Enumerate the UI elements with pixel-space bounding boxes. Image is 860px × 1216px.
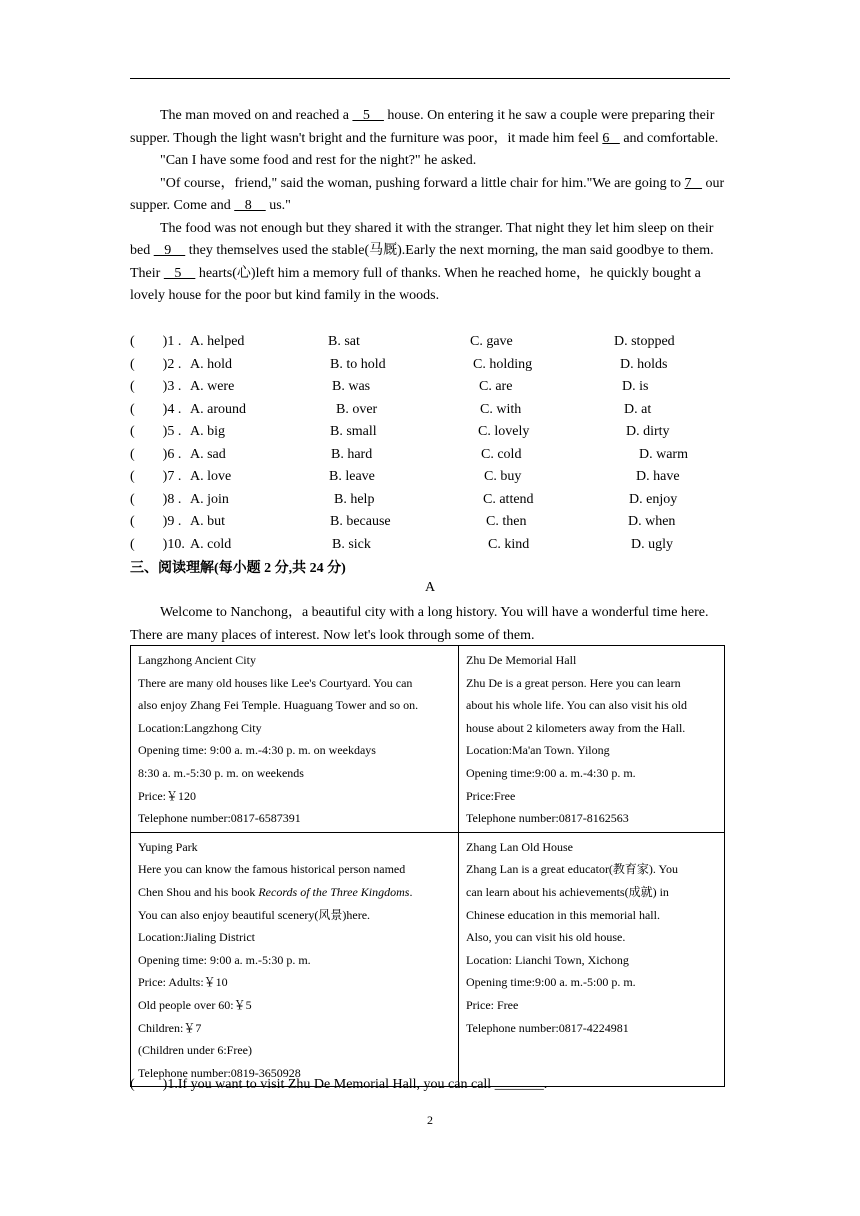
blank-10: 5 xyxy=(163,265,196,281)
blank-6: 6 xyxy=(602,130,620,146)
option-row: ( )7 . A. love B. leave C. buy D. have xyxy=(130,469,680,484)
blank-5: 5 xyxy=(352,108,384,123)
section-title: 三、阅读理解(每小题 2 分,共 24 分) xyxy=(130,561,346,576)
place-name: Zhu De Memorial Hall xyxy=(466,653,577,667)
cloze-passage xyxy=(130,105,730,308)
cloze-options xyxy=(130,331,730,556)
option-row: ( )8 . A. join B. help C. attend D. enjoy xyxy=(130,491,678,507)
option-row: ( )4 . A. around B. over C. with D. at xyxy=(130,401,652,417)
table-row xyxy=(131,832,725,1087)
table-row xyxy=(131,646,725,833)
blank-7: 7 xyxy=(684,175,703,191)
place-name: Langzhong Ancient City xyxy=(138,653,256,667)
reading-label: A xyxy=(424,580,436,595)
option-row: ( )1 . A. helped B. sat C. gave D. stopped xyxy=(130,334,675,349)
place-cell-zhude: Zhu De Memorial Hall Zhu De is a great person. Here you can learn about his whole life. You can also visit his old house about 2 kilometers away from the Hall. Location:Ma'an Town. Yilong Opening time:9:00 a. m.-4:30 p. m. Price:Free Telephone number:0817-8162563 xyxy=(459,646,725,833)
place-cell-langzhong: Langzhong Ancient City There are many old houses like Lee's Courtyard. You can also enjoy Zhang Fei Temple. Huaguang Tower and so on. Location:Langzhong City Opening time: 9:00 a. m.-4:30 p. m. on weekdays 8:30 a. m.-5:30 p. m. on weekends Price:￥120 Telephone number:0817-6587391 xyxy=(131,646,459,833)
reading-intro: Welcome to Nanchong，a beautiful city with a long history. You will have a wonderful time here. There are many places of interest. Now let's look through some of them. xyxy=(130,605,709,643)
question-1: ( )1.If you want to visit Zhu De Memorial Hall, you can call _______. xyxy=(130,1077,548,1092)
option-row: ( )2 . A. hold B. to hold C. holding D. holds xyxy=(130,356,668,372)
place-cell-zhanglan: Zhang Lan Old House Zhang Lan is a great educator(教育家). You can learn about his achievements(成就) in Chinese education in this memorial hall. Also, you can visit his old house. Location: Lianchi Town, Xichong Opening time:9:00 a. m.-5:00 p. m. Price: Free Telephone number:0817-4224981 xyxy=(459,832,725,1087)
header-rule xyxy=(130,78,730,79)
passage-paragraph-2: "Can I have some food and rest for the night?" he asked. xyxy=(160,153,477,168)
page-number: 2 xyxy=(427,1113,433,1127)
passage-paragraph-1: The man moved on and reached a 5 house. On entering it he saw a couple were preparing their supper. Though the light wasn't bright and the furniture was poor，it made him feel 6 and comfortable. xyxy=(130,108,719,146)
passage-paragraph-4: The food was not enough but they shared it with the stranger. That night they let him sleep on their bed 9 they themselves used the stable(马厩).Early the next morning, the man said goodbye to them. Their 5 hearts(心)left him a memory full of thanks. When he reached home，he quickly bought a lovely house for the poor but kind family in the woods. xyxy=(130,220,714,303)
option-row: ( )5 . A. big B. small C. lovely D. dirty xyxy=(130,424,670,439)
option-row: ( )3 . A. were B. was C. are D. is xyxy=(130,379,649,394)
passage-paragraph-3: "Of course，friend," said the woman, pushing forward a little chair for him."We are going to 7 our supper. Come and 8 us." xyxy=(130,175,725,213)
place-cell-yuping: Yuping Park Here you can know the famous historical person named Chen Shou and his book Records of the Three Kingdoms. You can also enjoy beautiful scenery(风景)here. Location:Jialing District Opening time: 9:00 a. m.-5:30 p. m. Price: Adults:￥10 Old people over 60:￥5 Children:￥7 (Children under 6:Free) Telephone number:0819-3650928 xyxy=(131,832,459,1087)
answer-blank: _______ xyxy=(494,1077,544,1092)
blank-9: 9 xyxy=(153,243,186,258)
blank-8: 8 xyxy=(234,198,266,213)
place-name: Zhang Lan Old House xyxy=(466,839,573,854)
book-title: Records of the Three Kingdoms xyxy=(258,884,410,899)
option-row: ( )6 . A. sad B. hard C. cold D. warm xyxy=(130,446,688,462)
option-row: ( )10. A. cold B. sick C. kind D. ugly xyxy=(130,536,673,552)
place-name: Yuping Park xyxy=(138,839,198,854)
places-table xyxy=(130,645,725,1087)
option-row: ( )9 . A. but B. because C. then D. when xyxy=(130,514,676,529)
